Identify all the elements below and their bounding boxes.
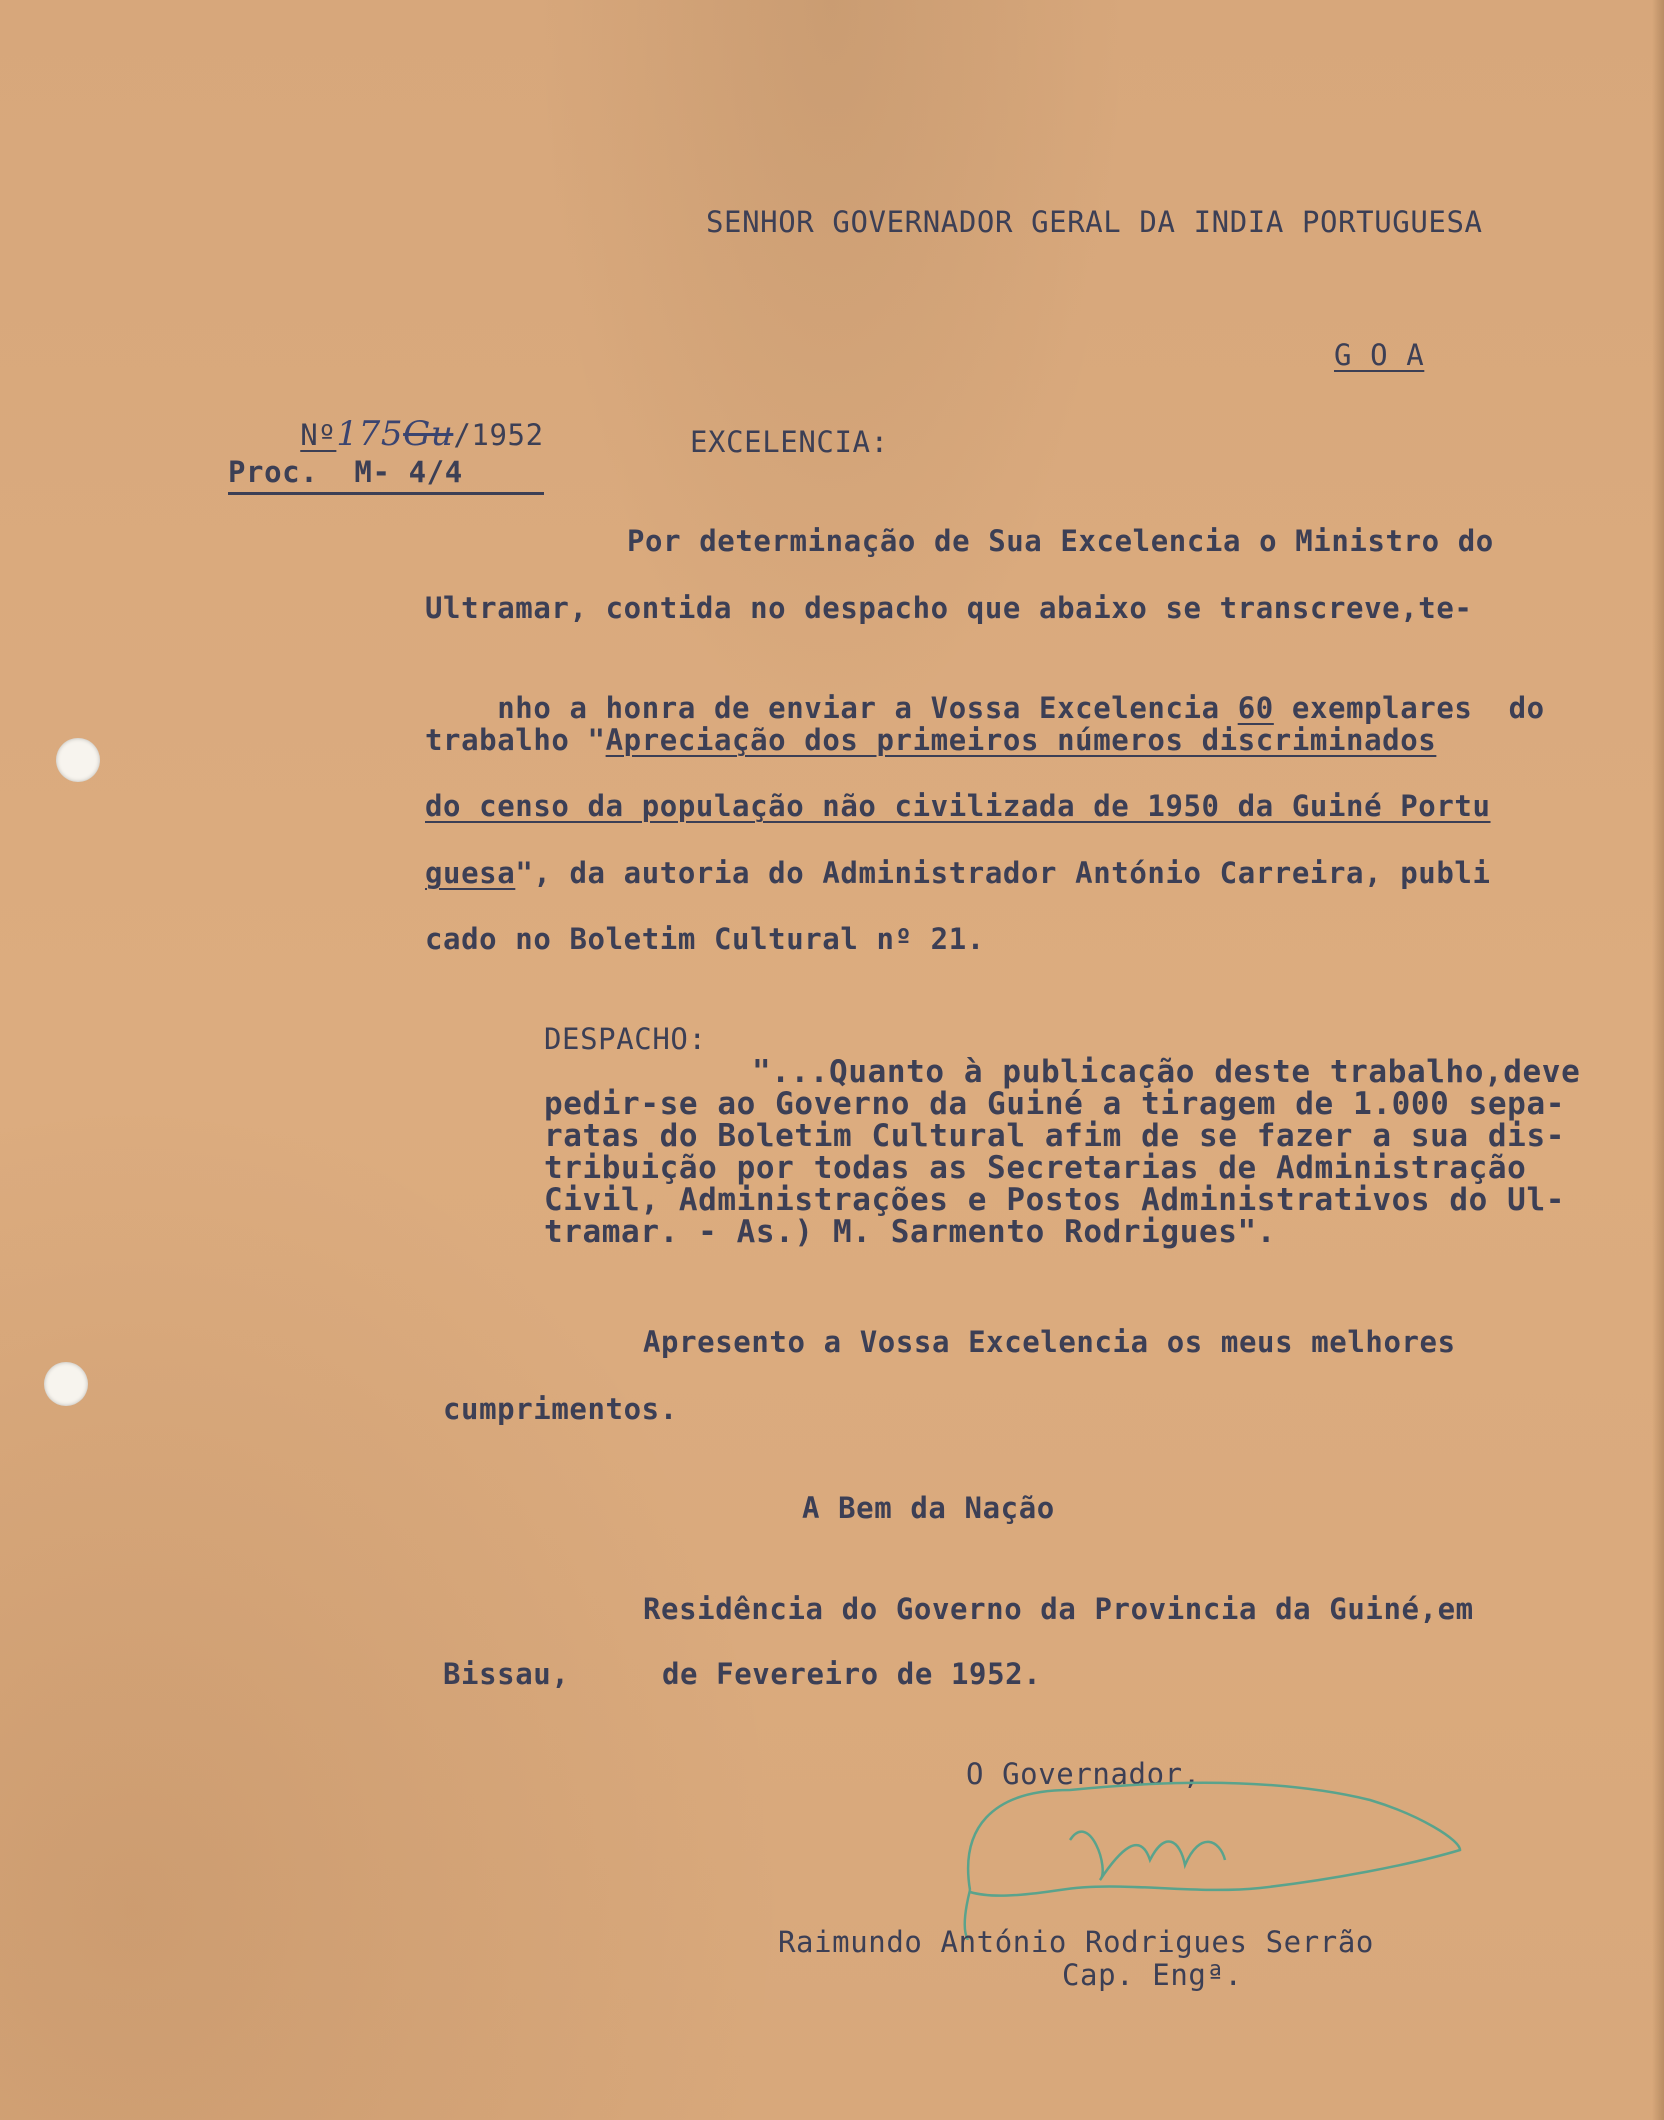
punch-hole-top (56, 738, 100, 782)
place-line: Residência do Governo da Provincia da Guiné,em (643, 1592, 1474, 1626)
body-line: Por determinação de Sua Excelencia o Ministro do (627, 524, 1494, 558)
reference-prefix: Nº (300, 418, 337, 452)
despacho-line: Civil, Administrações e Postos Administrativos do Ul- (544, 1182, 1565, 1218)
despacho-line: ratas do Boletim Cultural afim de se fazer a sua dis- (544, 1118, 1565, 1154)
body-line: trabalho "Apreciação dos primeiros números discriminados (425, 723, 1437, 757)
body-line: Ultramar, contida no despacho que abaixo se transcreve,te- (425, 591, 1473, 625)
handwritten-signature (950, 1770, 1480, 1940)
despacho-label: DESPACHO: (544, 1022, 707, 1056)
despacho-line: "...Quanto à publicação deste trabalho,deve (752, 1054, 1581, 1090)
despacho-line: tribuição por todas as Secretarias de Administração (544, 1150, 1527, 1186)
body-line-underlined: do censo da população não civilizada de 1950 da Guiné Portu (425, 789, 1491, 823)
process-number: Proc. M- 4/4 (228, 455, 463, 489)
work-title-part: Apreciação dos primeiros números discriminados (605, 723, 1437, 757)
despacho-line: pedir-se ao Governo da Guiné a tiragem de 1.000 sepa- (544, 1086, 1565, 1122)
copies-count: 60 (1237, 691, 1274, 725)
addressee-city: G O A (1334, 338, 1425, 372)
reference-year: /1952 (453, 418, 544, 452)
place-date: de Fevereiro de 1952. (662, 1657, 1042, 1691)
salutation: EXCELENCIA: (690, 425, 889, 459)
motto: A Bem da Nação (802, 1491, 1055, 1525)
handwritten-reference-code: Gu (403, 414, 454, 454)
body-text: nho a honra de enviar a Vossa Excelencia 60 exemplares do (497, 691, 1545, 725)
punch-hole-bottom (44, 1362, 88, 1406)
body-line: cado no Boletim Cultural nº 21. (425, 922, 985, 956)
work-title-part: guesa (425, 856, 516, 890)
signer-rank: Cap. Engª. (1062, 1958, 1243, 1992)
handwritten-reference-number: 175 (336, 414, 404, 454)
signer-title: O Governador, (966, 1757, 1201, 1791)
addressee-line: SENHOR GOVERNADOR GERAL DA INDIA PORTUGUESA (706, 205, 1483, 239)
place-city: Bissau, (443, 1657, 570, 1691)
body-line: guesa", da autoria do Administrador António Carreira, publi (425, 856, 1491, 890)
closing-line: Apresento a Vossa Excelencia os meus melhores (643, 1325, 1456, 1359)
signer-name: Raimundo António Rodrigues Serrão (778, 1925, 1374, 1959)
paper-edge-shadow (1652, 0, 1664, 2120)
despacho-line: tramar. - As.) M. Sarmento Rodrigues". (544, 1214, 1277, 1250)
closing-line: cumprimentos. (443, 1392, 678, 1426)
